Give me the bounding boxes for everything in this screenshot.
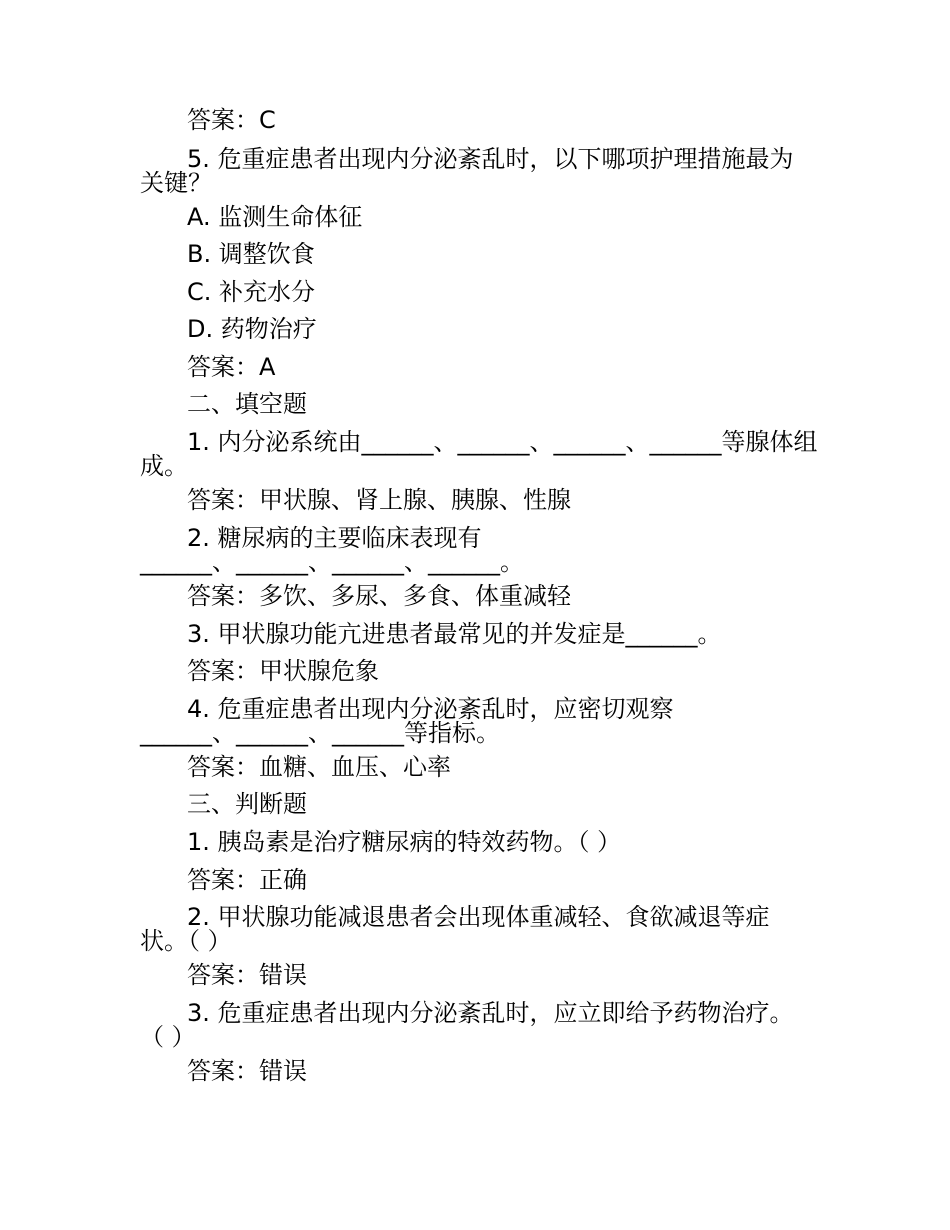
answer-line: 答案：正确: [187, 866, 307, 894]
fill-question-1: 1. 内分泌系统由______、______、______、______等腺体组: [187, 428, 818, 456]
fill-question-3: 3. 甲状腺功能亢进患者最常见的并发症是______。: [187, 620, 722, 648]
answer-line: 答案：C: [187, 106, 276, 134]
answer-line: 答案：A: [187, 353, 276, 381]
answer-line: 答案：甲状腺、肾上腺、胰腺、性腺: [187, 486, 571, 514]
option-a: A. 监测生命体征: [187, 203, 363, 231]
section-heading-fill-blank: 二、填空题: [187, 390, 307, 418]
fill-question-1-cont: 成。: [140, 452, 188, 480]
tf-question-2: 2. 甲状腺功能减退患者会出现体重减轻、食欲减退等症: [187, 903, 770, 931]
fill-question-2-cont: ______、______、______、______。: [140, 548, 524, 576]
answer-line: 答案：血糖、血压、心率: [187, 753, 451, 781]
option-c: C. 补充水分: [187, 278, 316, 306]
fill-question-4-cont: ______、______、______等指标。: [140, 719, 500, 747]
tf-question-1: 1. 胰岛素是治疗糖尿病的特效药物。（ ）: [187, 828, 622, 856]
answer-line: 答案：错误: [187, 1057, 307, 1085]
tf-question-3: 3. 危重症患者出现内分泌紊乱时，应立即给予药物治疗。: [187, 999, 794, 1027]
section-heading-true-false: 三、判断题: [187, 790, 307, 818]
question-5-text-cont: 关键？: [140, 169, 212, 197]
tf-question-2-cont: 状。（ ）: [140, 927, 232, 955]
answer-line: 答案：多饮、多尿、多食、体重减轻: [187, 582, 571, 610]
fill-question-2: 2. 糖尿病的主要临床表现有: [187, 524, 482, 552]
option-d: D. 药物治疗: [187, 315, 317, 343]
tf-question-3-cont: （ ）: [140, 1023, 196, 1051]
answer-line: 答案：甲状腺危象: [187, 657, 379, 685]
fill-question-4: 4. 危重症患者出现内分泌紊乱时，应密切观察: [187, 695, 674, 723]
option-b: B. 调整饮食: [187, 240, 315, 268]
answer-line: 答案：错误: [187, 961, 307, 989]
question-5-text: 5. 危重症患者出现内分泌紊乱时，以下哪项护理措施最为: [187, 145, 794, 173]
